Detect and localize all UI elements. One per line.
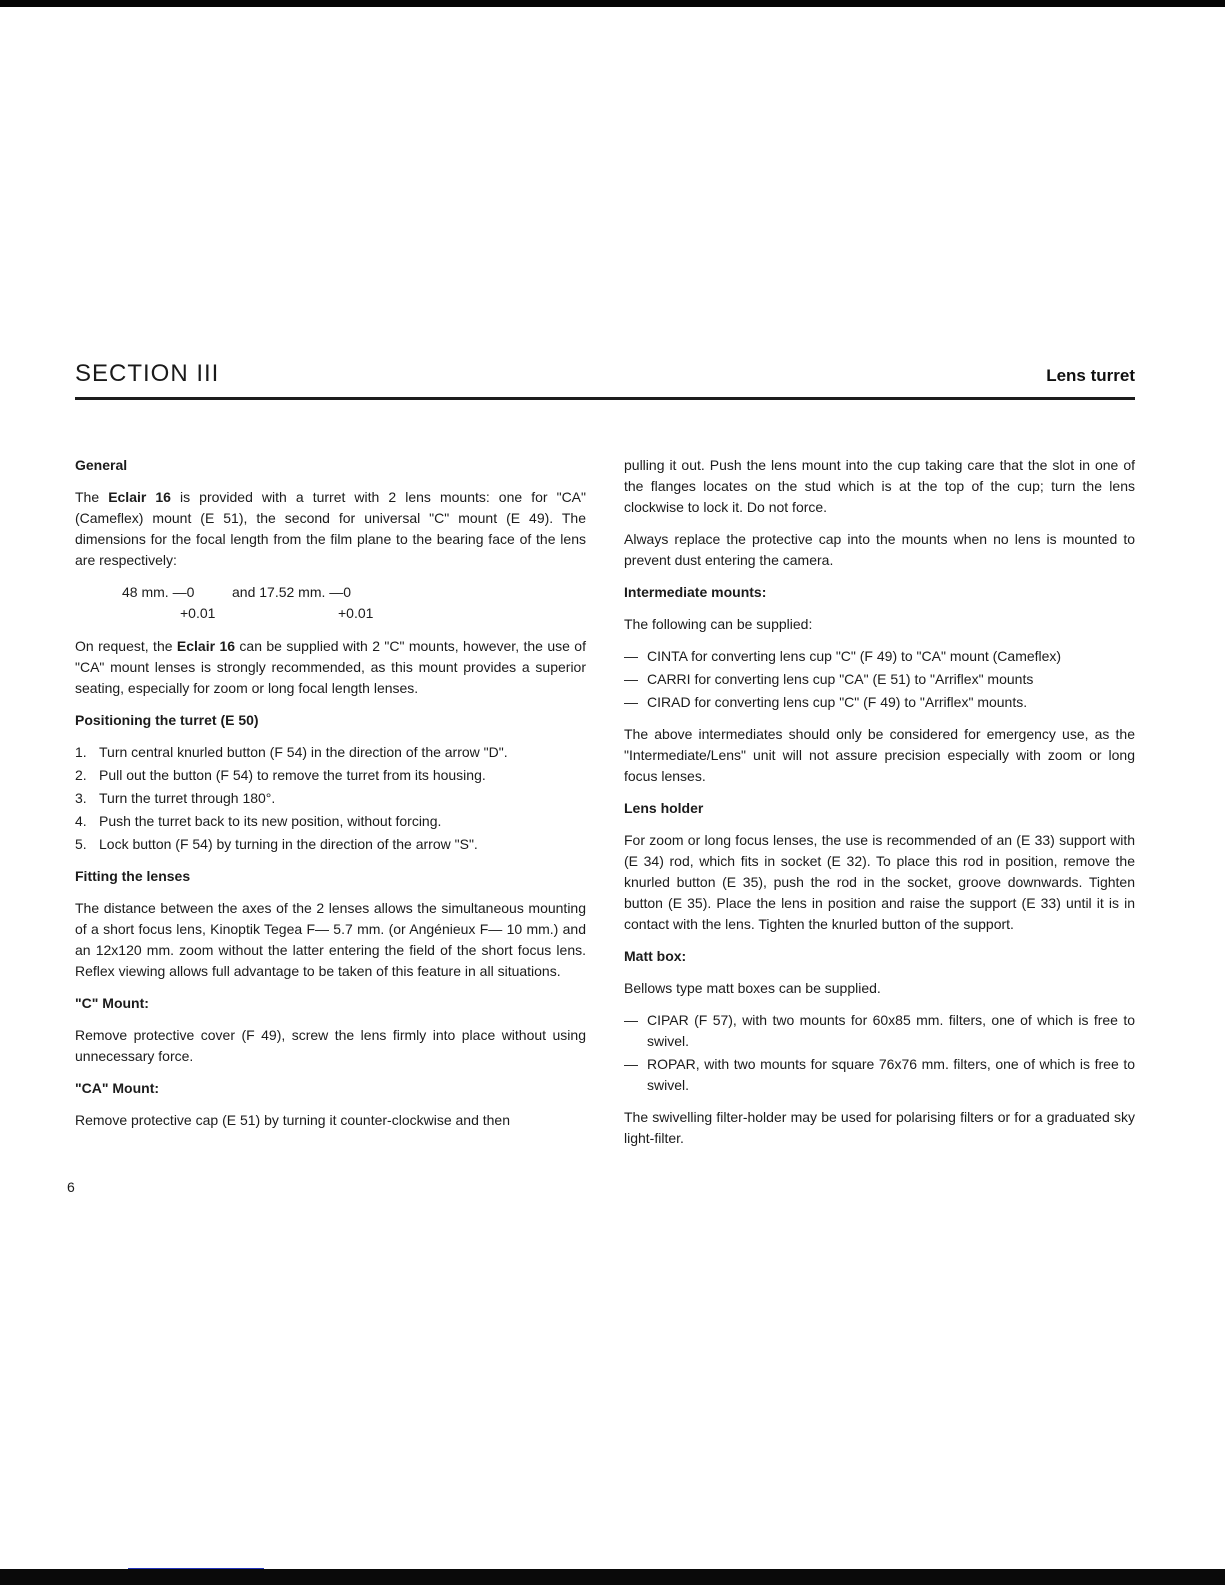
text-run: is provided with a turret with 2 lens mounts: one for "CA" (Cameflex) mount (E 51), the second for universal "C" mount (E 49). The dimensions for the focal length from the film plane to the bearing face of the lens are respectively: — [75, 489, 586, 568]
paragraph-general-1 — [75, 487, 586, 571]
list-item — [75, 834, 586, 855]
list-item — [624, 646, 1135, 667]
two-column-body — [67, 455, 1135, 1198]
paragraph-matt-box-note: The swivelling filter-holder may be used for polarising filters or for a graduated sky light-filter. — [624, 1109, 1135, 1146]
page-content — [67, 0, 1135, 1198]
left-column — [67, 455, 586, 1198]
heading-c-mount: "C" Mount: — [75, 995, 149, 1011]
heading-fitting-lenses: Fitting the lenses — [75, 868, 191, 884]
paragraph-ca-mount: Remove protective cap (E 51) by turning it counter-clockwise and then — [75, 1112, 510, 1128]
paragraph-general-2 — [75, 636, 586, 699]
section-title: SECTION III — [75, 360, 220, 387]
list-item — [624, 669, 1135, 690]
matt-box-list — [624, 1010, 1135, 1096]
right-column — [624, 455, 1135, 1198]
bold-text-run: Eclair 16 — [108, 489, 171, 505]
paragraph-intermediate-note: The above intermediates should only be considered for emergency use, as the "Intermediate/Lens" unit will not assure precision especially with zoom or long focus lenses. — [624, 726, 1135, 784]
list-text: CIRAD for converting lens cup "C" (F 49) to "Arriflex" mounts. — [647, 694, 1028, 710]
heading-intermediate-mounts: Intermediate mounts: — [624, 584, 767, 600]
list-item — [624, 692, 1135, 713]
page-number: 6 — [67, 1179, 75, 1195]
dimensions-block — [75, 582, 586, 624]
dimension-tolerance: +0.01 — [338, 605, 374, 621]
page-header — [75, 360, 1135, 388]
paragraph-lens-holder: For zoom or long focus lenses, the use is recommended of an (E 33) support with (E 34) rod, which fits in socket (E 32). To place this rod in position, remove the knurled button (E 35), push the rod in the socket, groove downwards. Tighten button (E 35). Place the lens in position and raise the support (E 33) until it is in contact with the lens. Tighten the knurled button of the support. — [624, 832, 1135, 932]
dash-bullet: — — [624, 671, 638, 687]
bold-text-run: Eclair 16 — [176, 638, 236, 654]
dash-bullet: — — [624, 694, 638, 710]
paragraph-intermediate-intro: The following can be supplied: — [624, 616, 813, 632]
dash-bullet: — — [624, 648, 638, 664]
dimensions-line-1 — [75, 582, 586, 603]
list-item — [75, 811, 586, 832]
dimension-value: and 17.52 mm. —0 — [232, 584, 352, 600]
list-text: CIPAR (F 57), with two mounts for 60x85 mm. filters, one of which is free to swivel. — [647, 1012, 1135, 1049]
list-text: Turn the turret through 180°. — [99, 790, 276, 806]
list-text: ROPAR, with two mounts for square 76x76 mm. filters, one of which is free to swivel. — [647, 1056, 1135, 1093]
list-number: 4. — [75, 813, 87, 829]
page-topic: Lens turret — [1046, 366, 1135, 385]
positioning-steps-list — [75, 742, 586, 855]
dimensions-line-2 — [75, 603, 586, 624]
list-item — [75, 742, 586, 763]
list-number: 1. — [75, 744, 87, 760]
heading-general: General — [75, 457, 128, 473]
scan-edge-bottom — [0, 1569, 1225, 1585]
list-text: Push the turret back to its new position, without forcing. — [99, 813, 442, 829]
list-number: 3. — [75, 790, 87, 806]
dimension-value: 48 mm. —0 — [122, 584, 195, 600]
paragraph-protective-cap: Always replace the protective cap into the mounts when no lens is mounted to prevent dust entering the camera. — [624, 531, 1135, 568]
heading-matt-box: Matt box: — [624, 948, 687, 964]
paragraph-matt-box-intro: Bellows type matt boxes can be supplied. — [624, 980, 881, 996]
heading-positioning-turret: Positioning the turret (E 50) — [75, 712, 259, 728]
list-text: Lock button (F 54) by turning in the direction of the arrow "S". — [99, 836, 478, 852]
text-run: On request, the — [75, 638, 177, 654]
paragraph-c-mount: Remove protective cover (F 49), screw the lens firmly into place without using unnecessary force. — [75, 1027, 586, 1064]
list-text: Turn central knurled button (F 54) in the direction of the arrow "D". — [99, 744, 508, 760]
list-item — [624, 1054, 1135, 1096]
text-run: The — [75, 489, 109, 505]
header-rule — [75, 397, 1135, 400]
dash-bullet: — — [624, 1012, 638, 1028]
heading-lens-holder: Lens holder — [624, 800, 704, 816]
list-text: CARRI for converting lens cup "CA" (E 51) to "Arriflex" mounts — [647, 671, 1034, 687]
paragraph-ca-mount-continued: pulling it out. Push the lens mount into the cup taking care that the slot in one of the flanges locates on the stud which is at the top of the cup; turn the lens clockwise to lock it. Do not force. — [624, 457, 1135, 515]
dimension-tolerance: +0.01 — [180, 605, 216, 621]
text-run: can be supplied with 2 "C" mounts, however, the use of "CA" mount lenses is strongly recommended, as this mount provides a superior seating, especially for zoom or long focal length lenses. — [75, 638, 586, 696]
list-number: 5. — [75, 836, 87, 852]
heading-ca-mount: "CA" Mount: — [75, 1080, 160, 1096]
paragraph-fitting: The distance between the axes of the 2 lenses allows the simultaneous mounting of a short focus lens, Kinoptik Tegea F— 5.7 mm. (or Angénieux F— 10 mm.) and an 12x120 mm. zoom without the latter entering the field of the short focus lens. Reflex viewing allows full advantage to be taken of this feature in all situations. — [75, 900, 586, 979]
list-item — [75, 765, 586, 786]
dash-bullet: — — [624, 1056, 638, 1072]
list-text: Pull out the button (F 54) to remove the turret from its housing. — [99, 767, 486, 783]
list-text: CINTA for converting lens cup "C" (F 49) to "CA" mount (Cameflex) — [647, 648, 1062, 664]
list-number: 2. — [75, 767, 87, 783]
list-item — [624, 1010, 1135, 1052]
list-item — [75, 788, 586, 809]
intermediate-mounts-list — [624, 646, 1135, 713]
